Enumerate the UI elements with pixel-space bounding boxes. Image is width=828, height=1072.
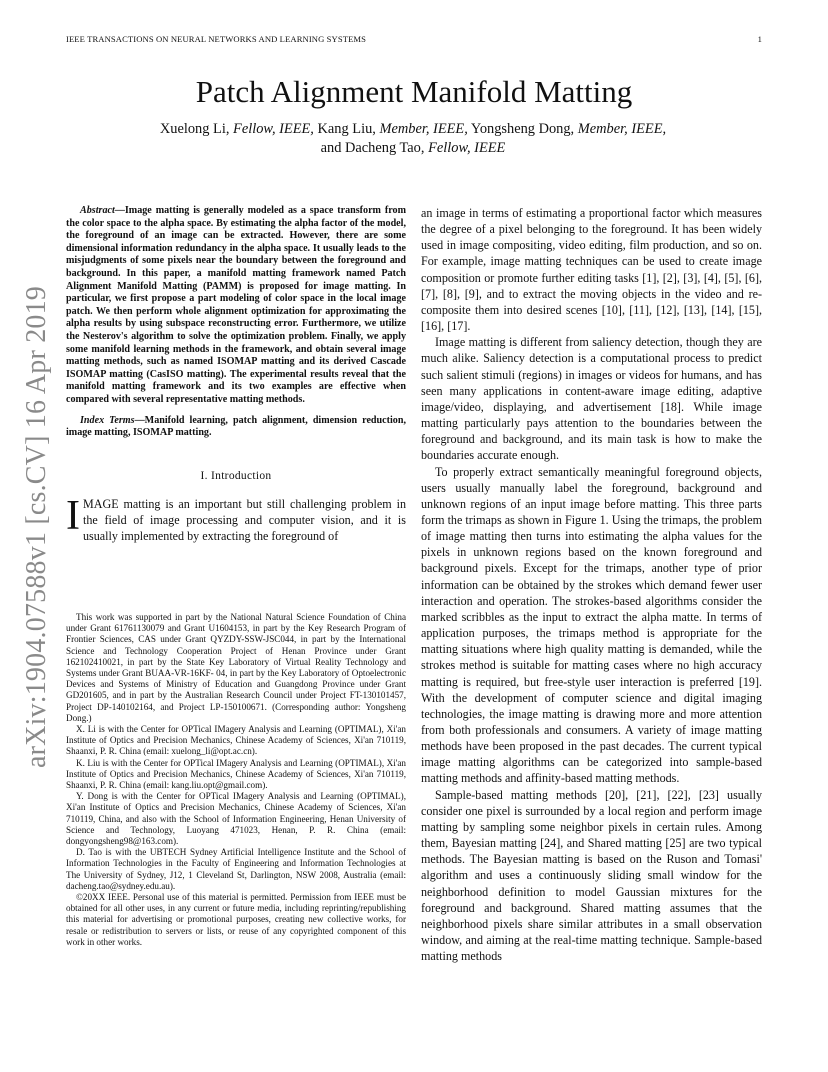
introduction-paragraph [66, 492, 406, 544]
author-name: Yongsheng Dong, [470, 121, 575, 137]
author-name: Kang Liu, [317, 121, 376, 137]
footnote-author-tao: D. Tao is with the UBTECH Sydney Artificial Intelligence Institute and the School of Information Technologies in the Faculty of Engineering and Information Technologies at The University of Sydney, J12, 1 Cleveland St, Darlington, NSW 2008, Australia (email: dacheng.tao@sydney.edu.au). [66, 847, 406, 891]
body-paragraph: an image in terms of estimating a proportional factor which measures the degree of a pixel belonging to the foreground. It has been widely used in image compositing, video editing, film production, and so on. For example, image matting techniques can be used to create image composition or promote further editing tasks [1], [2], [3], [4], [5], [6], [7], [8], [9], and to extract the moving objects in the video and re-composite them into desired scenes [10], [11], [12], [13], [14], [15], [16], [17]. [421, 206, 762, 334]
author-name: and Dacheng Tao, [320, 140, 425, 156]
author-name: Xuelong Li, [159, 121, 230, 137]
drop-cap-letter: I [66, 492, 80, 539]
right-column [421, 205, 762, 964]
page-number: 1 [757, 34, 762, 44]
footnote-author-li: X. Li is with the Center for OPTical IMagery Analysis and Learning (OPTIMAL), Xi'an Institute of Optics and Precision Mechanics, Chinese Academy of Sciences, Xi'an 710119, Shaanxi, P. R. China (email: xuelong_li@opt.ac.cn). [66, 724, 406, 757]
footnote-copyright: ©20XX IEEE. Personal use of this material is permitted. Permission from IEEE must be obtained for all other uses, in any current or future media, including reprinting/republishing this material for advertising or promotional purposes, creating new collective works, for resale or redistribution to servers or lists, or reuse of any copyrighted component of this work in other works. [66, 892, 406, 947]
author-affiliation-role: Member, IEEE, [379, 121, 468, 137]
footnote-author-dong: Y. Dong is with the Center for OPTical IMagery Analysis and Learning (OPTIMAL), Xi'an Institute of Optics and Precision Mechanics, Chinese Academy of Sciences, Xi'an 710119, China, and also with the School of Information Engineering, Henan University of Science and Technology, Luoyang 471023, Henan, P. R. China (email: dongyongsheng98@163.com). [66, 791, 406, 847]
body-paragraph: Sample-based matting methods [20], [21], [22], [23] usually consider one pixel is surrounded by a local region and perform image matting by sampling some neighbor pixels in certain rules. Among them, Bayesian matting [24], and Shared matting [25] are two typical methods. The Bayesian matting is based on the Ruson and Tomasi' algorithm and uses a continuously sliding small window for the neighborhood definition to model Gaussian mixtures for the foreground and background. Shared matting assumes that the neighborhood pixels share similar attributes in a small observation window, and aiming at the real-time matting technique. Sample-based matting methods [421, 787, 762, 964]
index-terms-label: Index Terms [80, 414, 135, 426]
author-affiliation-role: Member, IEEE, [577, 121, 667, 137]
index-terms-text: —Manifold learning, patch alignment, dimension reduction, image matting, ISOMAP matting. [66, 414, 406, 439]
index-terms [66, 415, 406, 440]
footnote-author-liu: K. Liu is with the Center for OPTical IMagery Analysis and Learning (OPTIMAL), Xi'an Institute of Optics and Precision Mechanics, Chinese Academy of Sciences, Xi'an 710119, Shaanxi, P. R. China (email: kang.liu.opt@gmail.com). [66, 757, 406, 791]
running-header [66, 34, 762, 44]
arxiv-id-text: arXiv:1904.07588v1 [cs.CV] 16 Apr 2019 [21, 285, 52, 769]
arxiv-identifier-stamp [4, 285, 70, 769]
footnotes [66, 612, 406, 948]
body-paragraph: Image matting is different from saliency detection, though they are much alike. Saliency detection is a computational process to predict such salient stimuli (regions) in images or videos for humans, and has seen many applications in content-aware image editing, adaptive image/video, displaying, and advertisement [18]. While image matting particularly pays attention to the boundaries between the foreground and background, and its main task is how to make the boundaries accurate enough. [421, 335, 762, 463]
abstract-label: Abstract [80, 205, 115, 216]
footnote-funding: This work was supported in part by the National Natural Science Foundation of China under Grant 61761130079 and Grant U1604153, in part by the Key Research Program of Frontier Sciences, CAS under Grant QYZDY-SSW-JSC044, in part by the International Science and Technology Cooperation Project of Henan Province under Grant 162102410021, in part by the State Key Laboratory of Virtual Reality Technology and Systems under Grant BUAA-VR-16KF- 04, in part by the Key Laboratory of Optoelectronic Devices and Systems of Ministry of Education and Guangdong Province under Grant GD201605, and in part by the Australian Research Council under Project FT-130101457, Project DP-140102164, and Project LP-150100671. (Corresponding author: Yongsheng Dong.) [66, 612, 406, 723]
left-column [66, 205, 406, 544]
journal-name: IEEE TRANSACTIONS ON NEURAL NETWORKS AND LEARNING SYSTEMS [66, 34, 367, 44]
author-list [130, 120, 696, 158]
author-affiliation-role: Fellow, IEEE [428, 140, 506, 156]
paper-title: Patch Alignment Manifold Matting [195, 74, 633, 109]
author-affiliation-role: Fellow, IEEE, [233, 121, 314, 137]
abstract [66, 205, 406, 407]
body-paragraph: To properly extract semantically meaningful foreground objects, users usually manually label the foreground, background and unknown regions of an input image before matting. This three parts form the trimaps as shown in Figure 1. Using the trimaps, the problem of image matting then turns into estimating the alpha values for the pixels in unknown regions based on the known foreground and background pixels. Except for the trimaps, another type of prior information can be obtained by the strokes which demand fewer user interaction and operation. The strokes-based algorithms consider the marked scribbles as the input to extract the alpha matte. In terms of application purposes, the trimaps method is appropriate for the matting situations where high quality matting is demanded, while the strokes method is suitable for matting cases where no high accuracy matting is required, but free-style user interaction is preferred [19]. With the development of computer science and digital imaging technologies, the image matting is drawing more and more attention from both professionals and consumers. A variety of image matting methods have been proposed in the past decades. The current typical image matting algorithms can be categorized into sample-based matting methods and affinity-based matting methods. [421, 464, 762, 786]
abstract-text: —Image matting is generally modeled as a space transform from the color space to the alpha space. By estimating the alpha factor of the model, the foreground of an image can be extracted. However, there are some dimensional information redundancy in the alpha space. It usually leads to the misjudgments of some pixels near the boundary between the foreground and background. In this paper, a manifold matting framework named Patch Alignment Manifold Matting (PAMM) is proposed for image matting. In particular, we first propose a part modeling of color space in the local image patch. We then perform whole alignment optimization for approximating the alpha results by using subspace reconstructing error. Furthermore, we utilize the Nesterov's algorithm to solve the optimization problem. Finally, we apply some manifold learning methods in the framework, and obtain several image matting methods, such as named ISOMAP matting and its derived Cascade ISOMAP matting (CasISO matting). The experimental results reveal that the manifold matting framework and its two examples are effective when compared with several representative matting methods. [66, 205, 406, 405]
section-heading-introduction: I. Introduction [200, 469, 272, 482]
introduction-text: MAGE matting is an important but still challenging problem in the field of image processing and computer vision, and it is usually implemented by extracting the foreground of [83, 496, 406, 543]
